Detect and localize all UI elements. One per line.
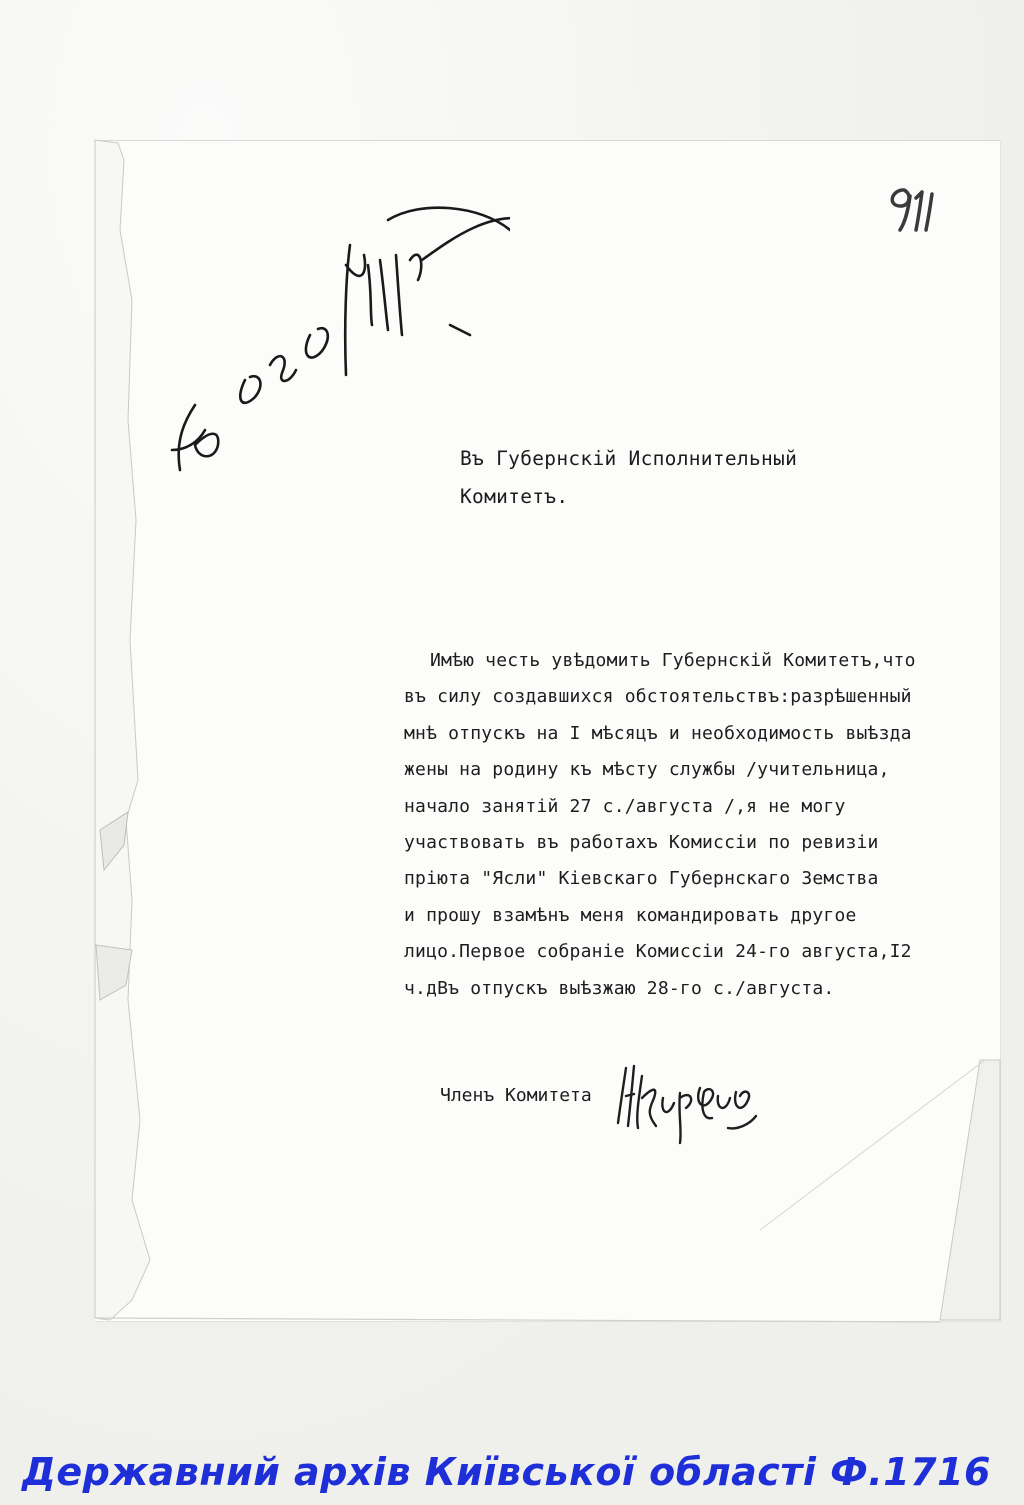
folio-number — [880, 182, 950, 237]
body-line: въ силу создавшихся обстоятельствъ:разрѣшенный — [404, 686, 912, 708]
signatory-title: Членъ Комитета — [440, 1085, 592, 1106]
addressee-line: Комитетъ. — [460, 485, 569, 508]
body-line: и прошу взамѣнъ меня командировать другое — [404, 904, 857, 926]
addressee-block — [460, 440, 980, 516]
body-line: лицо.Первое собраніе Комиссіи 24-го августа,I2 — [404, 941, 912, 963]
addressee-line: Въ Губернскій Исполнительный — [460, 447, 798, 470]
body-line: пріюта "Ясли" Кіевскаго Губернскаго Земства — [404, 868, 879, 890]
body-line: Имѣю честь увѣдомить Губернскій Комитетъ,что — [430, 650, 916, 671]
handwritten-resolution — [150, 205, 510, 505]
archive-caption: Державний архів Київської області Ф.1716 — [22, 1450, 991, 1494]
letter-body — [404, 643, 994, 1007]
body-line: жены на родину къ мѣсту службы /учительница, — [404, 759, 890, 781]
body-line: мнѣ отпускъ на I мѣсяцъ и необходимость выѣзда — [404, 722, 912, 744]
body-line: ч.дВъ отпускъ выѣзжаю 28-го с./августа. — [404, 977, 835, 999]
folio-number-text: 91 — [880, 182, 882, 183]
body-line: начало занятій 27 с./августа /,я не могу — [404, 795, 846, 817]
handwritten-signature — [608, 1058, 768, 1153]
body-line: участвовать въ работахъ Комиссіи по ревизіи — [404, 832, 879, 854]
